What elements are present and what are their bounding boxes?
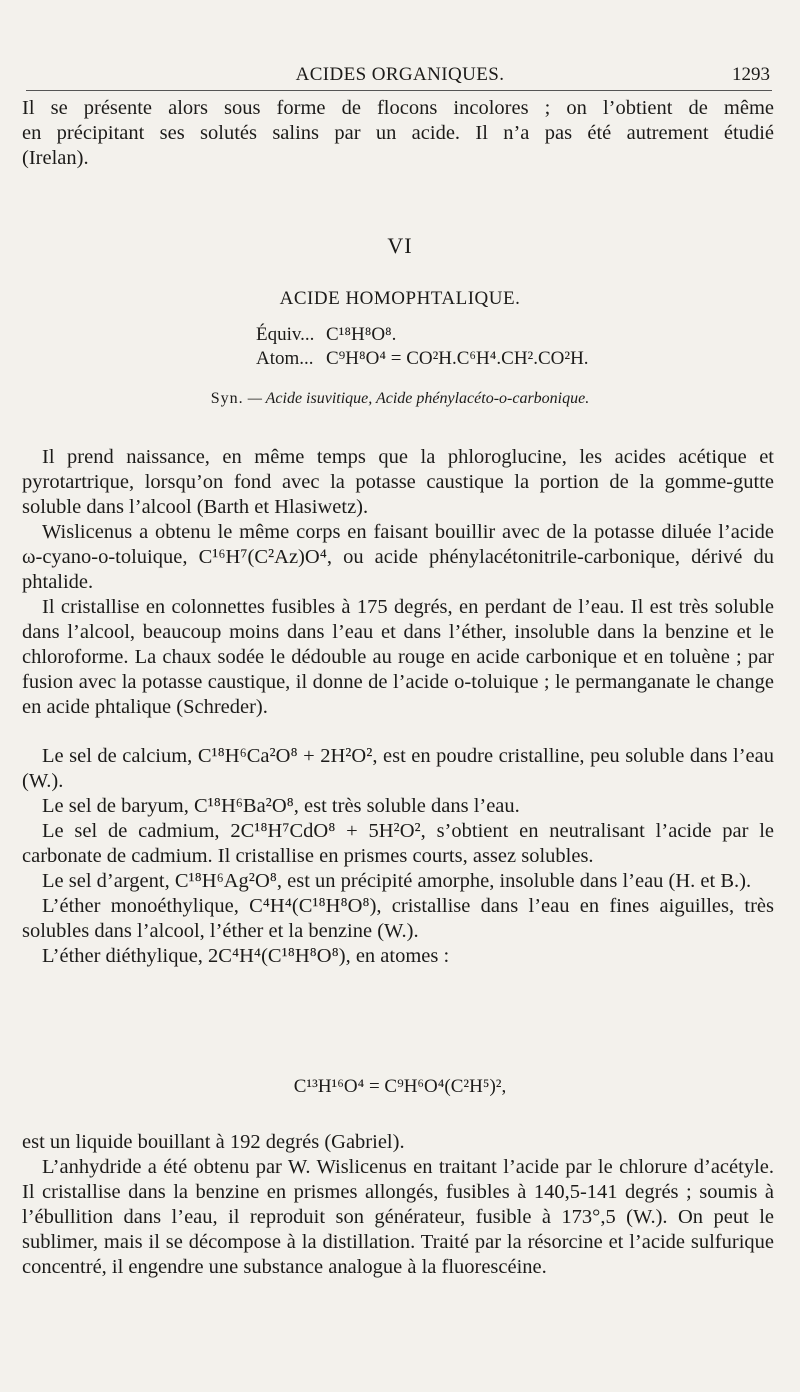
synonyms-line — [0, 390, 800, 408]
section-title: ACIDE HOMOPHTALIQUE. — [279, 288, 521, 309]
paragraph-barium-salt: Le sel de baryum, C¹⁸H⁶Ba²O⁸, est très soluble dans l’eau. — [42, 795, 520, 817]
paragraph-origin: Il prend naissance, en même temps que la phloroglucine, les acides acétique et pyrotartrique, lorsqu’on fond avec la potasse caustique la portion de la gomme-gutte soluble dans l’alcool (Barth et Hlasiwetz). — [22, 446, 774, 518]
equiv-label: Équiv... — [256, 324, 315, 345]
paragraph-anhydride: L’anhydride a été obtenu par W. Wislicenus en traitant l’acide par le chlorure d’acétyle. Il cristallise dans la benzine en prismes allongés, fusibles à 140,5-141 degrés ; soumis à l’ébullition dans l’eau, il reproduit son générateur, fusible à 173°,5 (W.). On peut le sublimer, mais il se décompose à la distillation. Traité par la résorcine et l’acide sulfurique concentré, il engendre une substance analogue à la fluorescéine. — [22, 1156, 774, 1278]
atom-line — [256, 348, 589, 370]
section-number: VI — [387, 233, 413, 258]
syn-label: Syn. — [210, 390, 244, 407]
paragraph-monoethyl-ether: L’éther monoéthylique, C⁴H⁴(C¹⁸H⁸O⁸), cristallise dans l’eau en fines aiguilles, très solubles dans l’alcool, l’éther et la benzine (W.). — [22, 895, 774, 942]
paragraph-diethyl-ether: L’éther diéthylique, 2C⁴H⁴(C¹⁸H⁸O⁸), en atomes : — [42, 945, 450, 967]
paragraph-cadmium-salt: Le sel de cadmium, 2C¹⁸H⁷CdO⁸ + 5H²O², s’obtient en neutralisant l’acide par le carbonate de cadmium. Il cristallise en prismes courts, assez solubles. — [22, 820, 774, 867]
page-number: 1293 — [732, 64, 770, 85]
atom-formula-line: C¹³H¹⁶O⁴ = C⁹H⁶O⁴(C²H⁵)², — [293, 1076, 507, 1097]
intro-line: (Irelan). — [22, 147, 89, 169]
syn-text: — Acide isuvitique, Acide phénylacéto-o-carbonique. — [247, 390, 590, 407]
paragraph-calcium-salt: Le sel de calcium, C¹⁸H⁶Ca²O⁸ + 2H²O², est en poudre cristalline, peu soluble dans l’eau (W.). — [22, 745, 774, 792]
paragraph-silver-salt: Le sel d’argent, C¹⁸H⁶Ag²O⁸, est un précipité amorphe, insoluble dans l’eau (H. et B.). — [42, 870, 752, 892]
closing-text — [22, 1130, 774, 1280]
atom-label: Atom... — [256, 348, 314, 369]
paragraph-wislicenus: Wislicenus a obtenu le même corps en faisant bouillir avec de la potasse diluée l’acide ω-cyano-o-toluique, C¹⁶H⁷(C²Az)O⁴, ou acide phénylacétonitrile-carbonique, dérivé du phtalide. — [22, 521, 774, 593]
header-rule — [26, 90, 772, 91]
paragraph-boiling: est un liquide bouillant à 192 degrés (Gabriel). — [22, 1131, 405, 1153]
running-header-title: ACIDES ORGANIQUES. — [295, 64, 505, 85]
body-text — [22, 445, 774, 969]
paragraph-properties: Il cristallise en colonnettes fusibles à 175 degrés, en perdant de l’eau. Il est très soluble dans l’alcool, beaucoup moins dans l’eau et dans l’éther, insoluble dans la benzine et le chloroforme. La chaux sodée le dédouble au rouge en acide carbonique et en toluène ; par fusion avec la potasse caustique, il donne de l’acide o-toluique ; le permanganate le change en acide phtalique (Schreder). — [22, 596, 774, 718]
intro-line: Il se présente alors sous forme de flocons incolores ; on l’obtient de même — [22, 97, 774, 119]
atom-formula: C⁹H⁸O⁴ = CO²H.C⁶H⁴.CH².CO²H. — [326, 348, 589, 369]
equiv-formula: C¹⁸H⁸O⁸. — [326, 324, 397, 345]
intro-text — [22, 96, 774, 171]
intro-line: en précipitant ses solutés salins par un acide. Il n’a pas été autrement étudié — [22, 122, 774, 144]
equiv-line — [256, 324, 396, 346]
